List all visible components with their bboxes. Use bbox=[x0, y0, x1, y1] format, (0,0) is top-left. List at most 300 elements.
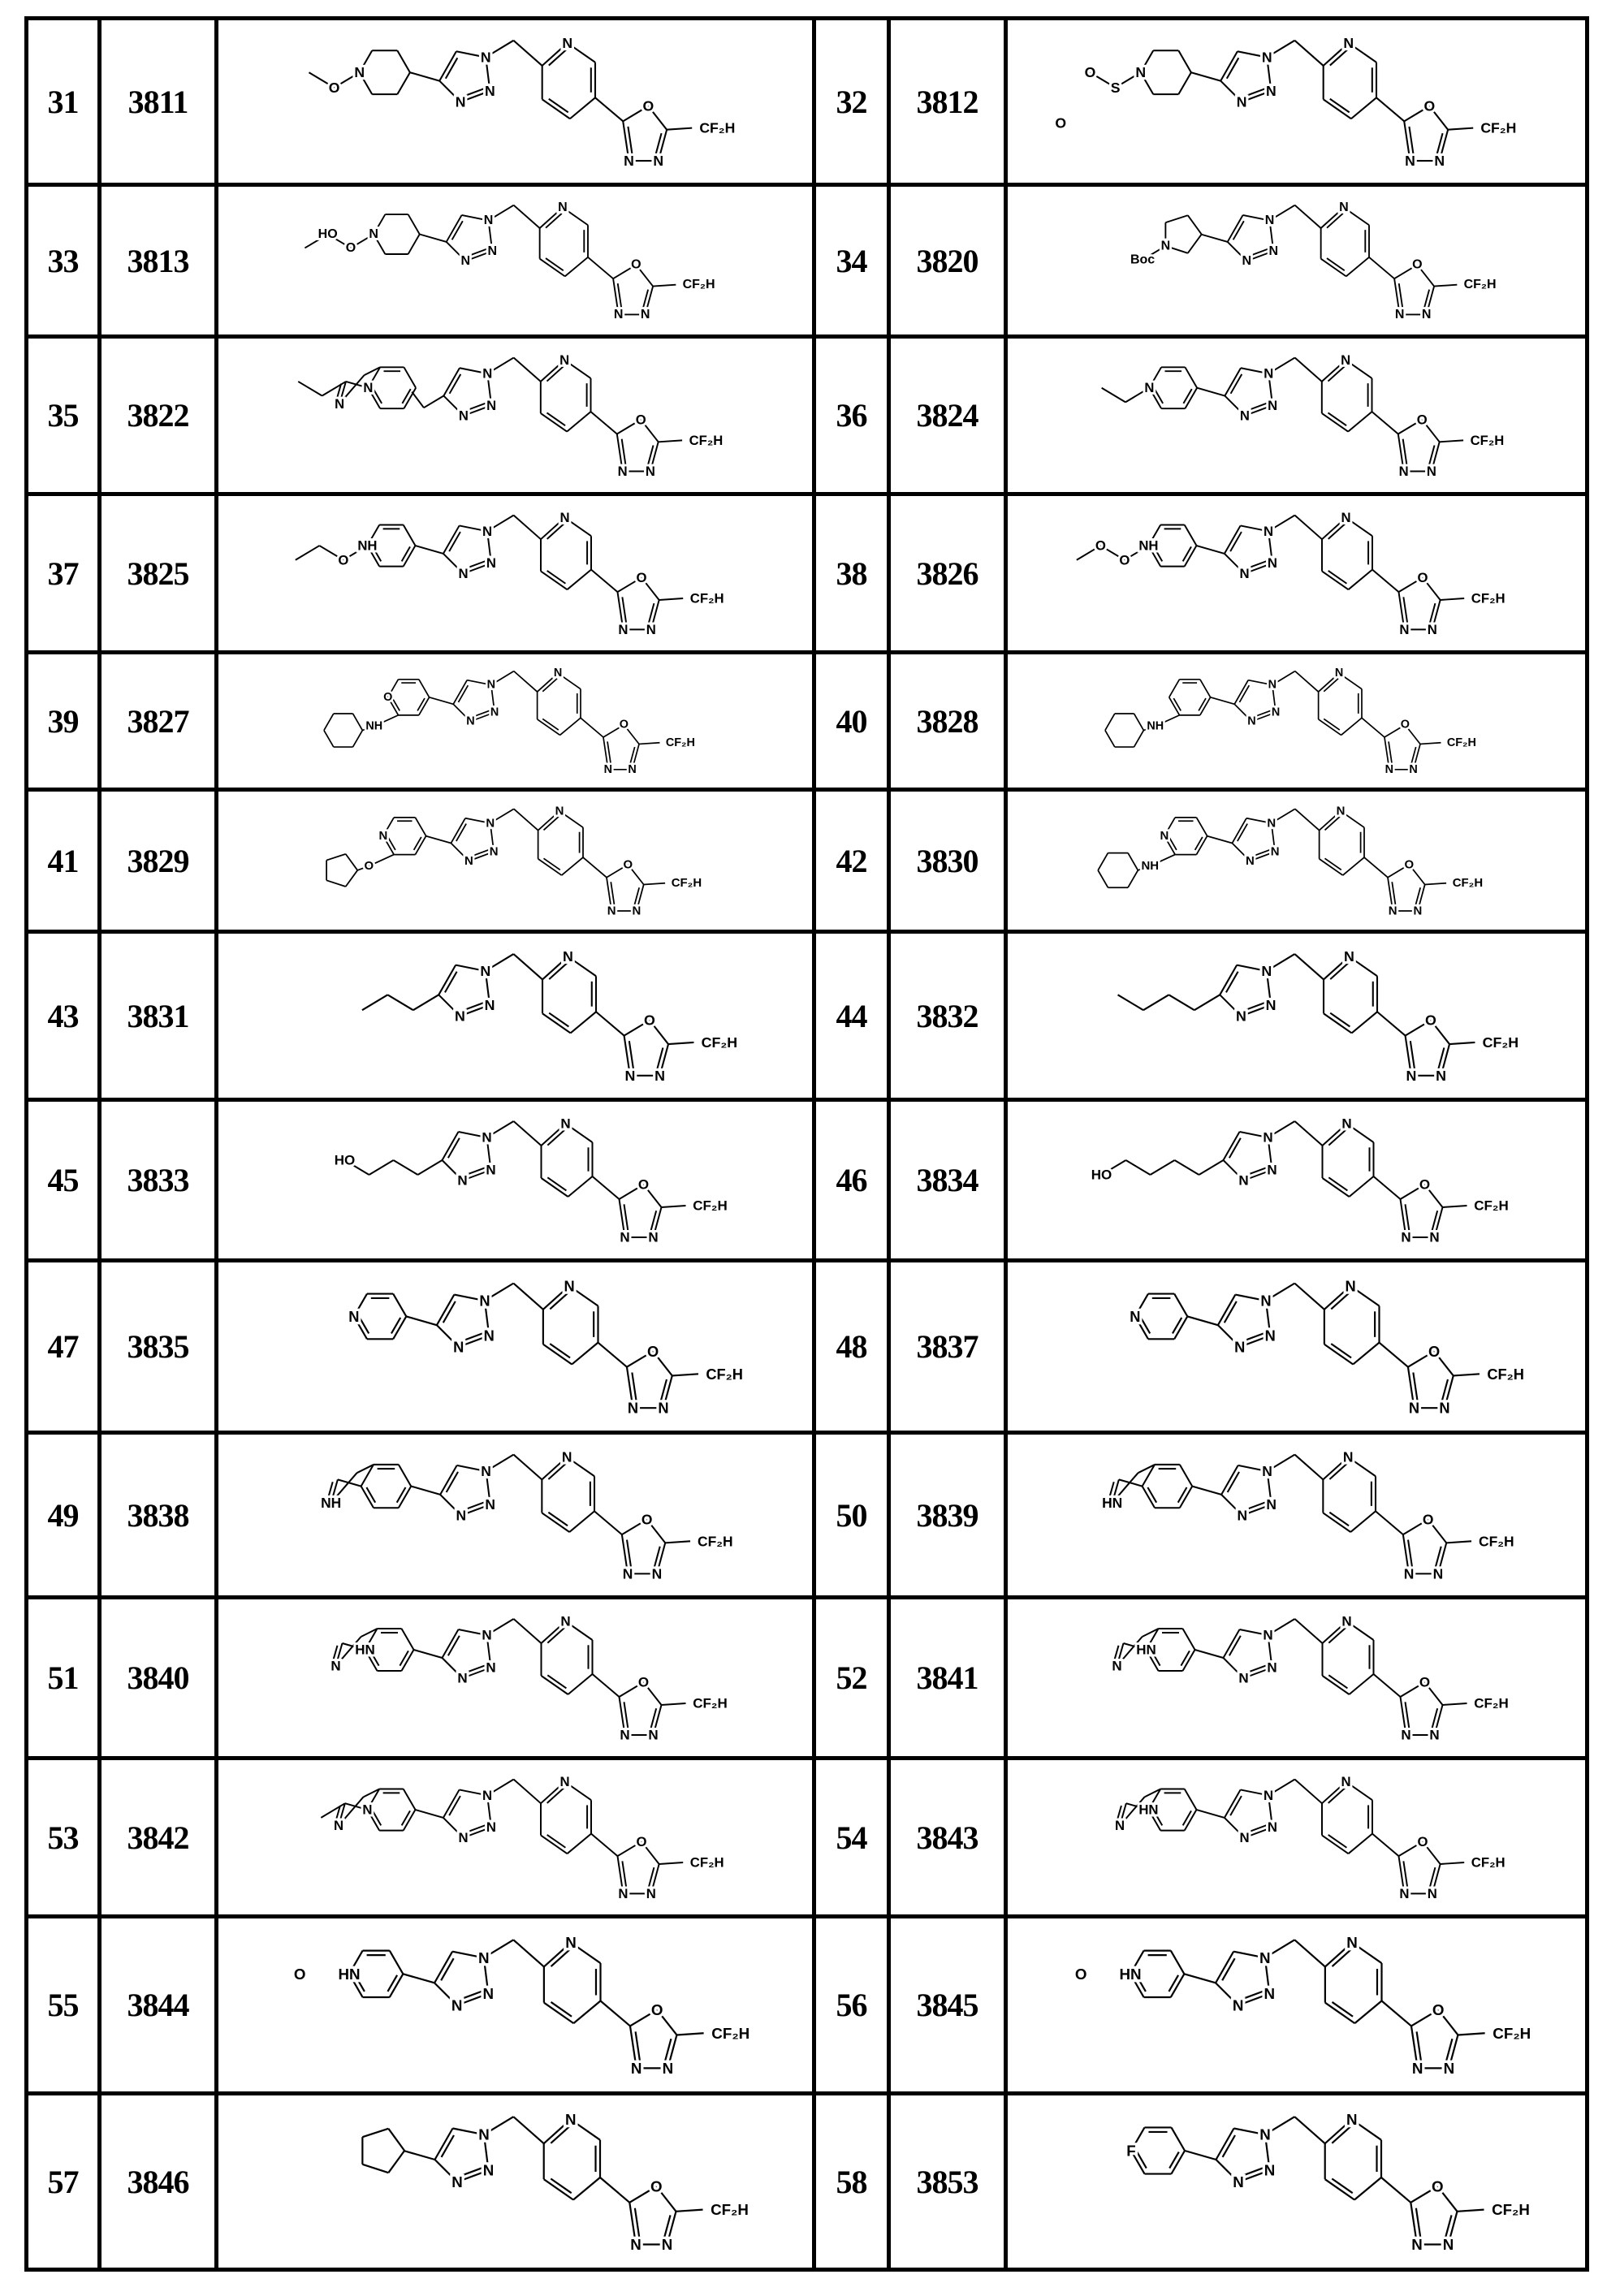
bond bbox=[388, 2128, 404, 2150]
bond bbox=[1295, 809, 1320, 830]
double-bond bbox=[635, 2208, 639, 2237]
triazole-n-label: N bbox=[482, 523, 492, 538]
bond bbox=[1382, 2000, 1411, 2026]
oxadiazole-n-label: N bbox=[618, 621, 628, 637]
double-bond bbox=[387, 1974, 397, 1991]
bond bbox=[1165, 215, 1187, 222]
table-row bbox=[27, 1261, 1588, 1433]
oxadiazole-n-label: N bbox=[631, 2059, 642, 2076]
chemical-structure-drawing bbox=[218, 1920, 812, 2091]
chemical-structure-drawing bbox=[218, 340, 812, 491]
bond bbox=[397, 50, 410, 72]
triazole-n-label: N bbox=[1266, 1496, 1277, 1513]
entry-number: 31 bbox=[27, 19, 100, 185]
bond bbox=[1295, 671, 1319, 691]
bond bbox=[435, 2128, 453, 2160]
triazole-n-label: N bbox=[484, 1327, 495, 1344]
substituent-atom-label: N bbox=[363, 380, 373, 395]
double-bond bbox=[618, 283, 622, 309]
oxadiazole-n-label: N bbox=[1429, 1727, 1439, 1742]
structure-cell bbox=[1006, 185, 1588, 337]
double-bond bbox=[1403, 1861, 1407, 1887]
bond bbox=[1191, 72, 1220, 80]
double-bond bbox=[624, 1204, 628, 1231]
bond bbox=[560, 718, 581, 735]
bond bbox=[296, 546, 320, 560]
triazole-n-label: N bbox=[482, 1129, 491, 1145]
triazole-n-label: N bbox=[1266, 996, 1277, 1012]
double-bond bbox=[373, 1810, 381, 1825]
bond bbox=[298, 381, 322, 395]
substituent-atom-label: Boc bbox=[1130, 252, 1155, 266]
structure-cell bbox=[217, 2094, 814, 2270]
oxadiazole-o-label: O bbox=[638, 1674, 649, 1690]
bond bbox=[1381, 2177, 1410, 2203]
double-bond bbox=[1199, 698, 1206, 710]
bond bbox=[443, 1132, 459, 1160]
chemical-structure-drawing bbox=[218, 1103, 812, 1258]
oxadiazole-n-label: N bbox=[662, 2236, 673, 2253]
oxadiazole-n-label: N bbox=[1427, 464, 1436, 479]
bond bbox=[1380, 1342, 1408, 1366]
triazole-n-label: N bbox=[457, 1172, 467, 1188]
molecule-structure bbox=[1126, 2111, 1530, 2253]
bond bbox=[1434, 284, 1457, 286]
bond bbox=[538, 719, 560, 734]
bond bbox=[434, 1951, 452, 1983]
bond bbox=[387, 995, 413, 1010]
compound-id: 3837 bbox=[889, 1261, 1006, 1433]
oxadiazole-n-label: N bbox=[618, 1885, 628, 1901]
bond bbox=[1172, 2127, 1186, 2151]
bond bbox=[1295, 1619, 1323, 1643]
bond bbox=[1098, 870, 1108, 887]
bond bbox=[1322, 571, 1348, 589]
compound-id: 3832 bbox=[889, 932, 1006, 1100]
structure-cell bbox=[1006, 337, 1588, 494]
oxadiazole-n-label: N bbox=[652, 1565, 663, 1582]
bond bbox=[1185, 367, 1197, 387]
bond bbox=[562, 857, 583, 875]
bond bbox=[541, 571, 567, 589]
cf2h-label: CF₂H bbox=[1480, 119, 1516, 136]
bond bbox=[1346, 257, 1369, 276]
compound-id: 3825 bbox=[100, 494, 217, 653]
double-bond bbox=[627, 1539, 631, 1567]
compound-id: 3811 bbox=[100, 19, 217, 185]
oxadiazole-o-label: O bbox=[1423, 97, 1435, 114]
pyridine-n-label: N bbox=[1341, 1774, 1350, 1789]
bond bbox=[419, 679, 430, 697]
triazole-n-label: N bbox=[482, 1627, 491, 1642]
bond bbox=[513, 2117, 543, 2143]
bond bbox=[568, 1674, 593, 1694]
compound-id: 3827 bbox=[100, 653, 217, 790]
bond bbox=[1143, 995, 1169, 1010]
bond bbox=[346, 853, 358, 870]
bond bbox=[1354, 2177, 1381, 2200]
bond bbox=[1169, 995, 1194, 1010]
molecule-structure bbox=[362, 948, 737, 1084]
bond bbox=[1225, 525, 1241, 553]
oxadiazole-n-label: N bbox=[624, 153, 634, 169]
molecule-structure bbox=[321, 1448, 733, 1582]
bond bbox=[1323, 1513, 1350, 1532]
bond bbox=[1324, 1013, 1352, 1033]
double-bond bbox=[1183, 546, 1191, 561]
structure-cell bbox=[1006, 1759, 1588, 1917]
double-bond bbox=[611, 882, 614, 905]
chemical-structure-drawing bbox=[218, 1762, 812, 1914]
molecule-structure bbox=[309, 34, 735, 168]
bond bbox=[1171, 1950, 1185, 1974]
bond bbox=[676, 2209, 703, 2211]
bond bbox=[571, 1012, 596, 1033]
oxadiazole-n-label: N bbox=[1422, 307, 1432, 321]
bond bbox=[1185, 1789, 1197, 1810]
structure-cell bbox=[217, 185, 814, 337]
cf2h-label: CF₂H bbox=[699, 119, 735, 136]
bond bbox=[1341, 718, 1362, 735]
triazole-n-label: N bbox=[482, 365, 492, 381]
substituent-atom-label: N bbox=[330, 1658, 340, 1673]
molecule-structure bbox=[296, 510, 724, 637]
oxadiazole-n-label: N bbox=[1406, 1067, 1416, 1083]
oxadiazole-o-label: O bbox=[1432, 2177, 1444, 2195]
pyridine-n-label: N bbox=[1341, 352, 1350, 367]
bond bbox=[1188, 234, 1202, 252]
triazole-n-label: N bbox=[1234, 1338, 1245, 1355]
oxadiazole-n-label: N bbox=[654, 1067, 665, 1083]
double-bond bbox=[1183, 389, 1191, 404]
bond bbox=[1323, 1178, 1350, 1197]
oxadiazole-n-label: N bbox=[620, 1727, 629, 1742]
bond bbox=[541, 413, 567, 432]
bond bbox=[568, 1176, 593, 1197]
triazole-n-label: N bbox=[1267, 816, 1276, 830]
substituent-atom-label: O bbox=[1095, 537, 1106, 553]
cf2h-label: CF₂H bbox=[702, 1034, 737, 1050]
bond bbox=[1126, 1160, 1151, 1175]
bond bbox=[443, 1789, 460, 1817]
oxadiazole-n-label: N bbox=[1414, 904, 1423, 917]
triazole-n-label: N bbox=[453, 1338, 464, 1355]
bond bbox=[514, 809, 538, 830]
bond bbox=[1218, 1294, 1235, 1325]
bond bbox=[1232, 818, 1246, 843]
bond bbox=[394, 1160, 418, 1175]
cf2h-label: CF₂H bbox=[1464, 278, 1497, 291]
bond bbox=[1178, 72, 1191, 94]
table-row bbox=[27, 1433, 1588, 1598]
bond bbox=[1184, 1974, 1216, 1983]
bond bbox=[1446, 1541, 1471, 1543]
triazole-n-label: N bbox=[1246, 854, 1255, 868]
double-bond bbox=[402, 1810, 410, 1825]
chemical-structure-drawing bbox=[218, 1264, 812, 1430]
substituent-atom-label: NH bbox=[357, 537, 377, 553]
cf2h-label: CF₂H bbox=[1471, 432, 1505, 447]
bond bbox=[662, 1206, 686, 1207]
structure-cell bbox=[217, 494, 814, 653]
bond bbox=[1376, 1511, 1403, 1534]
oxadiazole-n-label: N bbox=[633, 904, 642, 917]
table-row bbox=[27, 337, 1588, 494]
oxadiazole-o-label: O bbox=[1412, 257, 1422, 271]
bond bbox=[1325, 2002, 1354, 2022]
compound-id: 3845 bbox=[889, 1917, 1006, 2094]
entry-number: 58 bbox=[814, 2094, 889, 2270]
bond bbox=[413, 995, 438, 1010]
molecule-structure bbox=[1130, 201, 1497, 322]
bond bbox=[369, 1160, 394, 1175]
chemical-structure-drawing bbox=[218, 188, 812, 334]
substituent-atom-label: O bbox=[329, 79, 340, 95]
bond bbox=[567, 412, 590, 431]
bond bbox=[1441, 1862, 1465, 1864]
triazole-n-label: N bbox=[486, 1659, 495, 1675]
double-bond bbox=[360, 1317, 369, 1333]
triazole-n-label: N bbox=[487, 244, 497, 257]
oxadiazole-n-label: N bbox=[646, 1885, 656, 1901]
cf2h-label: CF₂H bbox=[1453, 876, 1483, 890]
bond bbox=[1295, 357, 1322, 381]
double-bond bbox=[400, 1651, 408, 1665]
triazole-n-label: N bbox=[1238, 1670, 1248, 1685]
triazole-n-label: N bbox=[457, 1670, 467, 1685]
substituent-atom-label: S bbox=[1111, 79, 1121, 95]
bond bbox=[538, 858, 562, 874]
structure-cell bbox=[217, 1100, 814, 1261]
bond bbox=[415, 1810, 443, 1818]
bond bbox=[672, 1374, 698, 1375]
chemical-structure-drawing bbox=[1008, 935, 1585, 1097]
chemical-structure-drawing bbox=[1008, 1436, 1585, 1595]
triazole-n-label: N bbox=[478, 2126, 490, 2143]
entry-number: 47 bbox=[27, 1261, 100, 1433]
triazole-n-label: N bbox=[1271, 844, 1280, 858]
oxadiazole-n-label: N bbox=[1395, 307, 1405, 321]
bond bbox=[1194, 995, 1220, 1010]
bond bbox=[424, 395, 443, 408]
entry-number: 52 bbox=[814, 1598, 889, 1759]
triazole-n-label: N bbox=[1259, 1949, 1271, 1966]
bond bbox=[1192, 1486, 1221, 1494]
chemical-structure-drawing bbox=[1008, 188, 1585, 334]
triazole-n-label: N bbox=[1237, 93, 1247, 110]
oxadiazole-n-label: N bbox=[604, 762, 612, 775]
molecule-structure bbox=[1105, 667, 1476, 776]
bond bbox=[542, 1178, 568, 1197]
double-bond bbox=[402, 546, 410, 561]
bond bbox=[362, 2128, 388, 2136]
triazole-n-label: N bbox=[1233, 1996, 1244, 2013]
entry-number: 50 bbox=[814, 1433, 889, 1598]
chemical-structure-drawing bbox=[1008, 793, 1585, 929]
double-bond bbox=[388, 836, 395, 849]
double-bond bbox=[1178, 1487, 1187, 1503]
substituent-atom-label: O bbox=[294, 1965, 306, 1982]
bond bbox=[544, 2179, 573, 2199]
triazole-n-label: N bbox=[1262, 49, 1272, 65]
molecule-structure bbox=[1091, 1116, 1509, 1245]
oxadiazole-n-label: N bbox=[1385, 762, 1393, 775]
entry-number: 32 bbox=[814, 19, 889, 185]
compound-id: 3831 bbox=[100, 932, 217, 1100]
cf2h-label: CF₂H bbox=[1474, 1198, 1509, 1213]
triazole-n-label: N bbox=[1240, 408, 1250, 423]
substituent-atom-label: N bbox=[1130, 1307, 1140, 1324]
bond bbox=[353, 713, 363, 730]
oxadiazole-o-label: O bbox=[650, 2177, 663, 2195]
bond bbox=[402, 1629, 414, 1650]
oxadiazole-n-label: N bbox=[1399, 1885, 1409, 1901]
double-bond bbox=[414, 836, 421, 849]
bond bbox=[639, 742, 659, 744]
cf2h-label: CF₂H bbox=[706, 1365, 743, 1382]
compound-id: 3829 bbox=[100, 790, 217, 932]
bond bbox=[1224, 1629, 1240, 1658]
bond bbox=[362, 2164, 388, 2172]
molecule-structure bbox=[348, 1277, 743, 1416]
double-bond bbox=[622, 1861, 626, 1887]
oxadiazole-n-label: N bbox=[1401, 1727, 1410, 1742]
bond bbox=[1458, 2033, 1484, 2035]
entry-number: 57 bbox=[27, 2094, 100, 2270]
oxadiazole-n-label: N bbox=[1429, 1229, 1439, 1245]
triazole-n-label: N bbox=[1259, 2126, 1271, 2143]
compound-id: 3840 bbox=[100, 1598, 217, 1759]
bond bbox=[1134, 730, 1144, 747]
bond bbox=[540, 258, 565, 276]
substituent-atom-label: N bbox=[1112, 1658, 1121, 1673]
pyridine-n-label: N bbox=[554, 667, 562, 680]
bond bbox=[601, 2000, 630, 2026]
bond bbox=[542, 1513, 569, 1532]
structure-cell bbox=[1006, 494, 1588, 653]
oxadiazole-n-label: N bbox=[624, 1067, 635, 1083]
pyridine-n-label: N bbox=[1341, 1613, 1351, 1629]
substituent-atom-label: O bbox=[1085, 64, 1096, 80]
bond bbox=[1196, 817, 1207, 835]
cf2h-label: CF₂H bbox=[1471, 1854, 1505, 1870]
substituent-atom-label: O bbox=[338, 552, 348, 568]
oxadiazole-n-label: N bbox=[618, 464, 628, 479]
compound-id: 3820 bbox=[889, 185, 1006, 337]
entry-number: 45 bbox=[27, 1100, 100, 1261]
compound-id: 3828 bbox=[889, 653, 1006, 790]
oxadiazole-n-label: N bbox=[1433, 1565, 1444, 1582]
substituent-atom-label: HN bbox=[1119, 1965, 1141, 1982]
bond bbox=[390, 1950, 404, 1974]
triazole-n-label: N bbox=[451, 1996, 463, 2013]
double-bond bbox=[632, 1372, 636, 1400]
triazole-n-label: N bbox=[455, 1008, 465, 1024]
chemical-structure-drawing bbox=[1008, 22, 1585, 182]
cf2h-label: CF₂H bbox=[1479, 1533, 1514, 1549]
molecule-structure bbox=[305, 201, 715, 322]
bond bbox=[1105, 730, 1115, 747]
bond bbox=[1128, 852, 1138, 870]
oxadiazole-o-label: O bbox=[1432, 2001, 1445, 2018]
oxadiazole-n-label: N bbox=[1434, 153, 1445, 169]
table-row bbox=[27, 185, 1588, 337]
double-bond bbox=[1195, 836, 1203, 849]
bond bbox=[513, 1454, 542, 1479]
double-bond bbox=[1141, 1317, 1150, 1333]
bond bbox=[1196, 546, 1224, 554]
molecule-structure bbox=[1055, 34, 1516, 168]
compound-id: 3839 bbox=[889, 1433, 1006, 1598]
molecule-structure bbox=[1102, 352, 1505, 478]
bond bbox=[410, 72, 439, 80]
chemical-structure-drawing bbox=[218, 656, 812, 787]
bond bbox=[1185, 2151, 1216, 2160]
oxadiazole-n-label: N bbox=[653, 153, 663, 169]
oxadiazole-o-label: O bbox=[636, 569, 646, 585]
oxadiazole-n-label: N bbox=[1389, 904, 1397, 917]
substituent-atom-label: N bbox=[1135, 64, 1146, 80]
triazole-n-label: N bbox=[460, 254, 470, 268]
bond bbox=[408, 214, 420, 234]
molecule-structure bbox=[330, 1613, 727, 1742]
pyridine-n-label: N bbox=[560, 1613, 570, 1629]
chemical-structure-drawing bbox=[218, 935, 812, 1097]
table-row bbox=[27, 790, 1588, 932]
compound-id: 3826 bbox=[889, 494, 1006, 653]
bond bbox=[1372, 569, 1398, 592]
bond bbox=[1420, 742, 1441, 744]
bond bbox=[399, 1464, 411, 1486]
entry-number: 41 bbox=[27, 790, 100, 932]
substituent-atom-label: HN bbox=[355, 1642, 375, 1657]
bond bbox=[1105, 713, 1115, 730]
double-bond bbox=[624, 1702, 628, 1728]
oxadiazole-o-label: O bbox=[1401, 718, 1410, 731]
bond bbox=[1376, 97, 1404, 121]
pyridine-n-label: N bbox=[1341, 1116, 1351, 1131]
bond bbox=[1321, 258, 1346, 276]
bond bbox=[326, 880, 346, 887]
pyridine-n-label: N bbox=[559, 510, 569, 525]
cf2h-label: CF₂H bbox=[1447, 736, 1476, 749]
chemical-structure-drawing bbox=[1008, 656, 1585, 787]
double-bond bbox=[1173, 698, 1181, 710]
bond bbox=[1294, 954, 1324, 979]
cf2h-label: CF₂H bbox=[666, 736, 695, 749]
oxadiazole-n-label: N bbox=[630, 2236, 642, 2253]
bond bbox=[397, 72, 410, 94]
pyridine-n-label: N bbox=[1344, 948, 1354, 965]
bond bbox=[453, 680, 467, 704]
triazole-n-label: N bbox=[483, 2161, 495, 2178]
bond bbox=[1295, 1121, 1323, 1146]
double-bond bbox=[417, 698, 425, 710]
bond bbox=[1351, 97, 1376, 119]
bond bbox=[1118, 995, 1143, 1010]
bond bbox=[1211, 697, 1235, 703]
bond bbox=[1354, 2000, 1381, 2023]
cf2h-label: CF₂H bbox=[1474, 1695, 1509, 1711]
bond bbox=[542, 1013, 571, 1033]
oxadiazole-o-label: O bbox=[1405, 857, 1415, 871]
bond bbox=[595, 97, 623, 121]
bond bbox=[1374, 1674, 1401, 1697]
bond bbox=[1295, 1779, 1322, 1803]
triazole-n-label: N bbox=[481, 49, 491, 65]
bond bbox=[404, 1789, 416, 1810]
triazole-n-label: N bbox=[1237, 1507, 1247, 1523]
